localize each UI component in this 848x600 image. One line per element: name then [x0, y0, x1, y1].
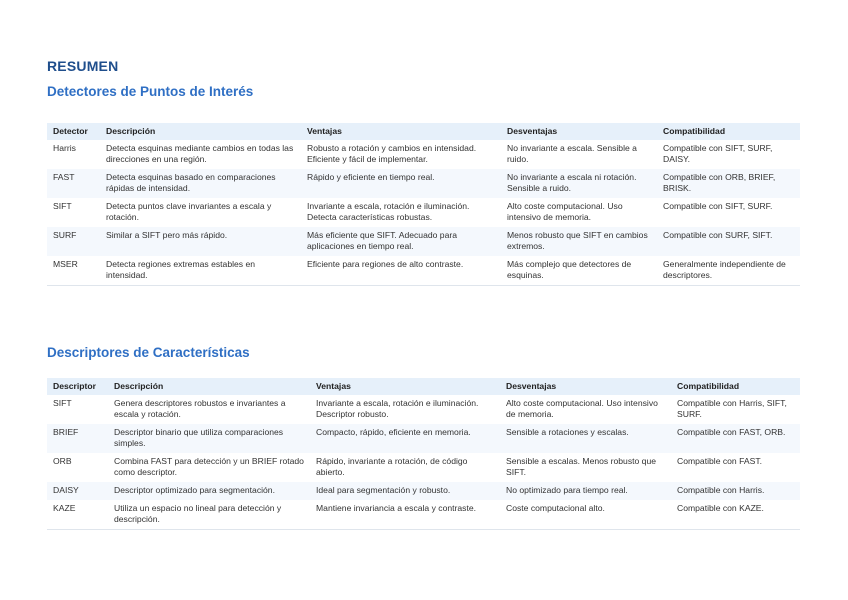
column-header: Desventajas	[500, 378, 671, 395]
row-name-cell: Harris	[53, 143, 76, 153]
table-row	[47, 453, 800, 482]
table-cell: Compacto, rápido, eficiente en memoria.	[310, 424, 500, 453]
table-row	[47, 395, 800, 424]
table-cell: Rápido, invariante a rotación, de código abierto.	[316, 456, 468, 477]
row-name-cell: ORB	[53, 456, 72, 466]
table-cell: Detecta esquinas basado en comparaciones rápidas de intensidad.	[100, 169, 301, 198]
row-name-cell: MSER	[47, 256, 100, 286]
table-cell: Sensible a escalas. Menos robusto que SIFT.	[506, 456, 657, 477]
row-name-cell: SIFT	[53, 201, 72, 211]
table-cell: Combina FAST para detección y un BRIEF rotado como descriptor.	[114, 456, 304, 477]
table-cell: Menos robusto que SIFT en cambios extremos.	[501, 227, 657, 256]
table-cell: Robusto a rotación y cambios en intensidad. Eficiente y fácil de implementar.	[307, 143, 477, 164]
table-cell: Invariante a escala, rotación e iluminación. Detecta características robustas.	[307, 201, 470, 222]
table-cell: Genera descriptores robustos e invariantes a escala y rotación.	[114, 398, 286, 419]
row-name-cell: KAZE	[47, 500, 108, 530]
table-cell: Compatible con Harris, SIFT, SURF.	[677, 398, 787, 419]
row-name-cell: SIFT	[53, 398, 72, 408]
column-header: Ventajas	[310, 378, 500, 395]
table-header-row	[47, 123, 800, 140]
detectors-table-body	[47, 140, 800, 286]
table-cell: No invariante a escala ni rotación. Sensible a ruido.	[501, 169, 657, 198]
table-cell: Detecta puntos clave invariantes a escala y rotación.	[106, 201, 272, 222]
table-cell: Compatible con SIFT, SURF.	[663, 201, 773, 211]
table-header-row	[47, 378, 800, 395]
column-header: Compatibilidad	[671, 378, 800, 395]
table-cell: Invariante a escala, rotación e iluminación. Descriptor robusto.	[316, 398, 479, 419]
row-name-cell: DAISY	[47, 482, 108, 500]
table-row	[47, 198, 800, 227]
table-cell: Compatible con KAZE.	[671, 500, 800, 530]
column-header: Compatibilidad	[657, 123, 800, 140]
table-row	[47, 169, 800, 198]
table-cell: Detecta regiones extremas estables en intensidad.	[100, 256, 301, 286]
row-name-cell: FAST	[47, 169, 100, 198]
table-cell: Compatible con SIFT, SURF, DAISY.	[663, 143, 773, 164]
table-cell: Sensible a rotaciones y escalas.	[500, 424, 671, 453]
table-row	[47, 256, 800, 286]
table-row	[47, 227, 800, 256]
column-header: Descriptor	[47, 378, 108, 395]
descriptors-table	[47, 378, 800, 530]
table-cell: Descriptor binario que utiliza comparaciones simples.	[108, 424, 310, 453]
table-cell: Compatible con ORB, BRIEF, BRISK.	[657, 169, 800, 198]
table-cell: Generalmente independiente de descriptores.	[657, 256, 800, 286]
table-cell: Compatible con SURF, SIFT.	[657, 227, 800, 256]
table-cell: Rápido y eficiente en tiempo real.	[301, 169, 501, 198]
table-cell: No optimizado para tiempo real.	[500, 482, 671, 500]
detectors-table	[47, 123, 800, 286]
section-title-descriptors: Descriptores de Características	[47, 345, 250, 360]
table-cell: Más eficiente que SIFT. Adecuado para aplicaciones en tiempo real.	[301, 227, 501, 256]
page-title: RESUMEN	[47, 58, 119, 74]
table-cell: Utiliza un espacio no lineal para detección y descripción.	[108, 500, 310, 530]
column-header: Descripción	[108, 378, 310, 395]
table-cell: No invariante a escala. Sensible a ruido.	[507, 143, 637, 164]
table-cell: Ideal para segmentación y robusto.	[310, 482, 500, 500]
row-name-cell: SURF	[47, 227, 100, 256]
table-cell: Alto coste computacional. Uso intensivo de memoria.	[507, 201, 623, 222]
table-cell: Más complejo que detectores de esquinas.	[501, 256, 657, 286]
section-title-detectors: Detectores de Puntos de Interés	[47, 84, 254, 99]
table-row	[47, 482, 800, 500]
table-row	[47, 140, 800, 169]
column-header: Desventajas	[501, 123, 657, 140]
column-header: Descripción	[100, 123, 301, 140]
table-cell: Compatible con FAST.	[677, 456, 763, 466]
table-cell: Descriptor optimizado para segmentación.	[108, 482, 310, 500]
table-cell: Compatible con FAST, ORB.	[671, 424, 800, 453]
table-cell: Compatible con Harris.	[671, 482, 800, 500]
table-cell: Similar a SIFT pero más rápido.	[100, 227, 301, 256]
column-header: Detector	[47, 123, 100, 140]
table-cell: Mantiene invariancia a escala y contraste.	[310, 500, 500, 530]
table-row	[47, 500, 800, 530]
row-name-cell: BRIEF	[47, 424, 108, 453]
table-row	[47, 424, 800, 453]
table-cell: Detecta esquinas mediante cambios en todas las direcciones en una región.	[106, 143, 294, 164]
descriptors-table-body	[47, 395, 800, 530]
table-cell: Eficiente para regiones de alto contraste.	[301, 256, 501, 286]
table-cell: Coste computacional alto.	[500, 500, 671, 530]
table-cell: Alto coste computacional. Uso intensivo de memoria.	[506, 398, 658, 419]
column-header: Ventajas	[301, 123, 501, 140]
